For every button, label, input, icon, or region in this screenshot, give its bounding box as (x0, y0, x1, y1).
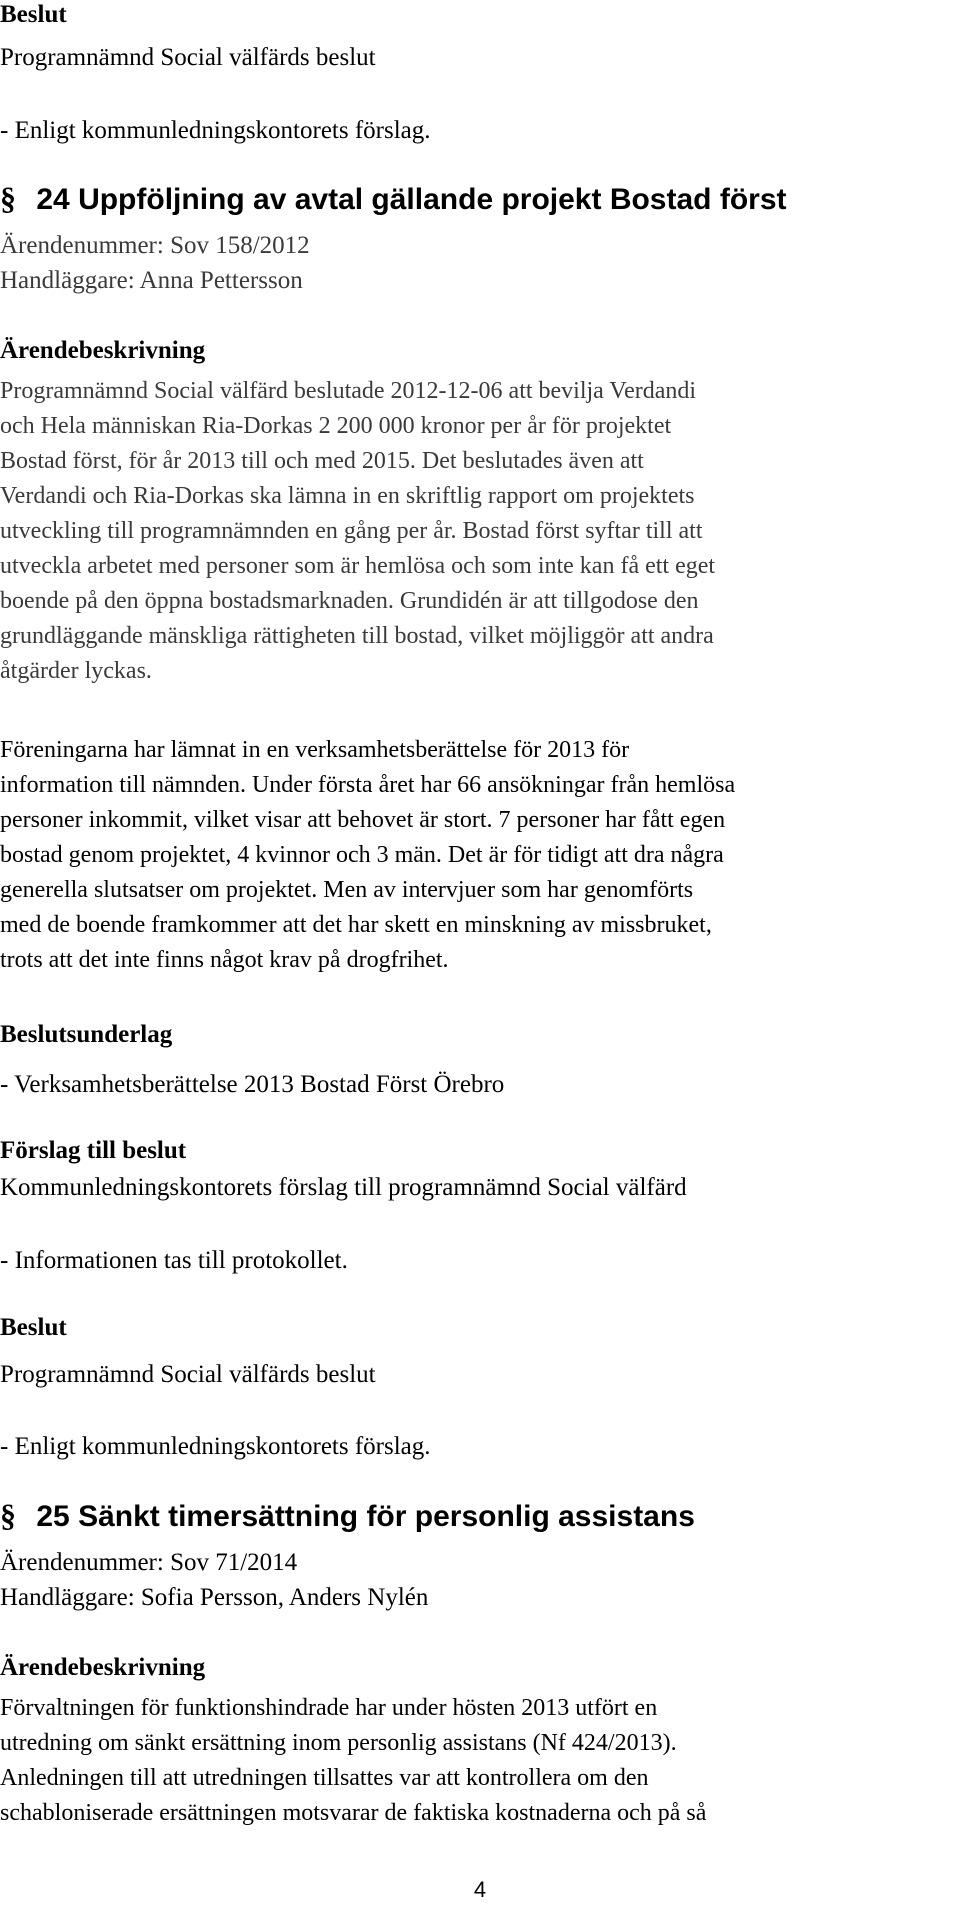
description-paragraph-1 (0, 1691, 954, 1831)
text-line: Bostad först, för år 2013 till och med 2015. Det beslutades även att (0, 448, 644, 474)
description-heading: Ärendebeskrivning (0, 337, 206, 364)
text-line: utredning om sänkt ersättning inom personlig assistans (Nf 424/2013). (0, 1730, 677, 1756)
case-number: Ärendenummer: Sov 158/2012 (0, 232, 310, 259)
text-line: personer inkommit, vilket visar att behovet är stort. 7 personer har fått egen (0, 807, 726, 833)
case-number: Ärendenummer: Sov 71/2014 (0, 1549, 298, 1576)
description-paragraph-1 (0, 374, 954, 689)
beslut-subheading: Programnämnd Social välfärds beslut (0, 44, 376, 71)
section-title: Sänkt timersättning för personlig assistans (78, 1500, 695, 1533)
beslut-heading: Beslut (0, 1, 67, 28)
text-line: och Hela människan Ria-Dorkas 2 200 000 kronor per år för projektet (0, 413, 672, 439)
beslut-heading: Beslut (0, 1314, 67, 1341)
text-line: information till nämnden. Under första året har 66 ansökningar från hemlösa (0, 772, 736, 798)
text-line: boende på den öppna bostadsmarknaden. Grundidén är att tillgodose den (0, 588, 699, 614)
paragraph-sign-icon: § (0, 180, 16, 216)
text-line: trots att det inte finns något krav på drogfrihet. (0, 947, 449, 973)
text-line: bostad genom projektet, 4 kvinnor och 3 män. Det är för tidigt att dra några (0, 842, 724, 868)
text-line: utveckla arbetet med personer som är hemlösa och som inte kan få ett eget (0, 553, 716, 579)
page-number: 4 (473, 1877, 487, 1902)
case-handler: Handläggare: Anna Pettersson (0, 267, 303, 294)
proposal-text: - Informationen tas till protokollet. (0, 1247, 348, 1274)
paragraph-sign-icon: § (0, 1497, 16, 1533)
basis-heading: Beslutsunderlag (0, 1021, 173, 1048)
description-heading: Ärendebeskrivning (0, 1654, 206, 1681)
text-line: Programnämnd Social välfärd beslutade 2012-12-06 att bevilja Verdandi (0, 378, 697, 404)
basis-item: - Verksamhetsberättelse 2013 Bostad Först Örebro (0, 1071, 505, 1098)
proposal-heading: Förslag till beslut (0, 1137, 187, 1164)
case-handler: Handläggare: Sofia Persson, Anders Nylén (0, 1584, 429, 1611)
section-25-heading (0, 1495, 954, 1537)
proposal-subheading: Kommunledningskontorets förslag till programnämnd Social välfärd (0, 1174, 687, 1201)
text-line: generella slutsatser om projektet. Men av intervjuer som har genomförts (0, 877, 694, 903)
section-24-heading (0, 178, 954, 220)
text-line: Förvaltningen för funktionshindrade har under hösten 2013 utfört en (0, 1695, 658, 1721)
description-paragraph-2 (0, 733, 954, 978)
section-number: 24 (36, 183, 70, 216)
text-line: Anledningen till att utredningen tillsattes var att kontrollera om den (0, 1765, 649, 1791)
section-title: Uppföljning av avtal gällande projekt Bostad först (78, 183, 787, 216)
beslut-text: - Enligt kommunledningskontorets förslag. (0, 117, 431, 144)
text-line: schabloniserade ersättningen motsvarar de faktiska kostnaderna och på så (0, 1800, 707, 1826)
text-line: grundläggande mänskliga rättigheten till bostad, vilket möjliggör att andra (0, 623, 714, 649)
beslut-subheading: Programnämnd Social välfärds beslut (0, 1361, 376, 1388)
text-line: Verdandi och Ria-Dorkas ska lämna in en skriftlig rapport om projektets (0, 483, 695, 509)
section-number: 25 (36, 1500, 70, 1533)
text-line: utveckling till programnämnden en gång per år. Bostad först syftar till att (0, 518, 703, 544)
beslut-text: - Enligt kommunledningskontorets förslag. (0, 1433, 431, 1460)
text-line: åtgärder lyckas. (0, 658, 152, 684)
text-line: med de boende framkommer att det har skett en minskning av missbruket, (0, 912, 712, 938)
text-line: Föreningarna har lämnat in en verksamhetsberättelse för 2013 för (0, 737, 630, 763)
